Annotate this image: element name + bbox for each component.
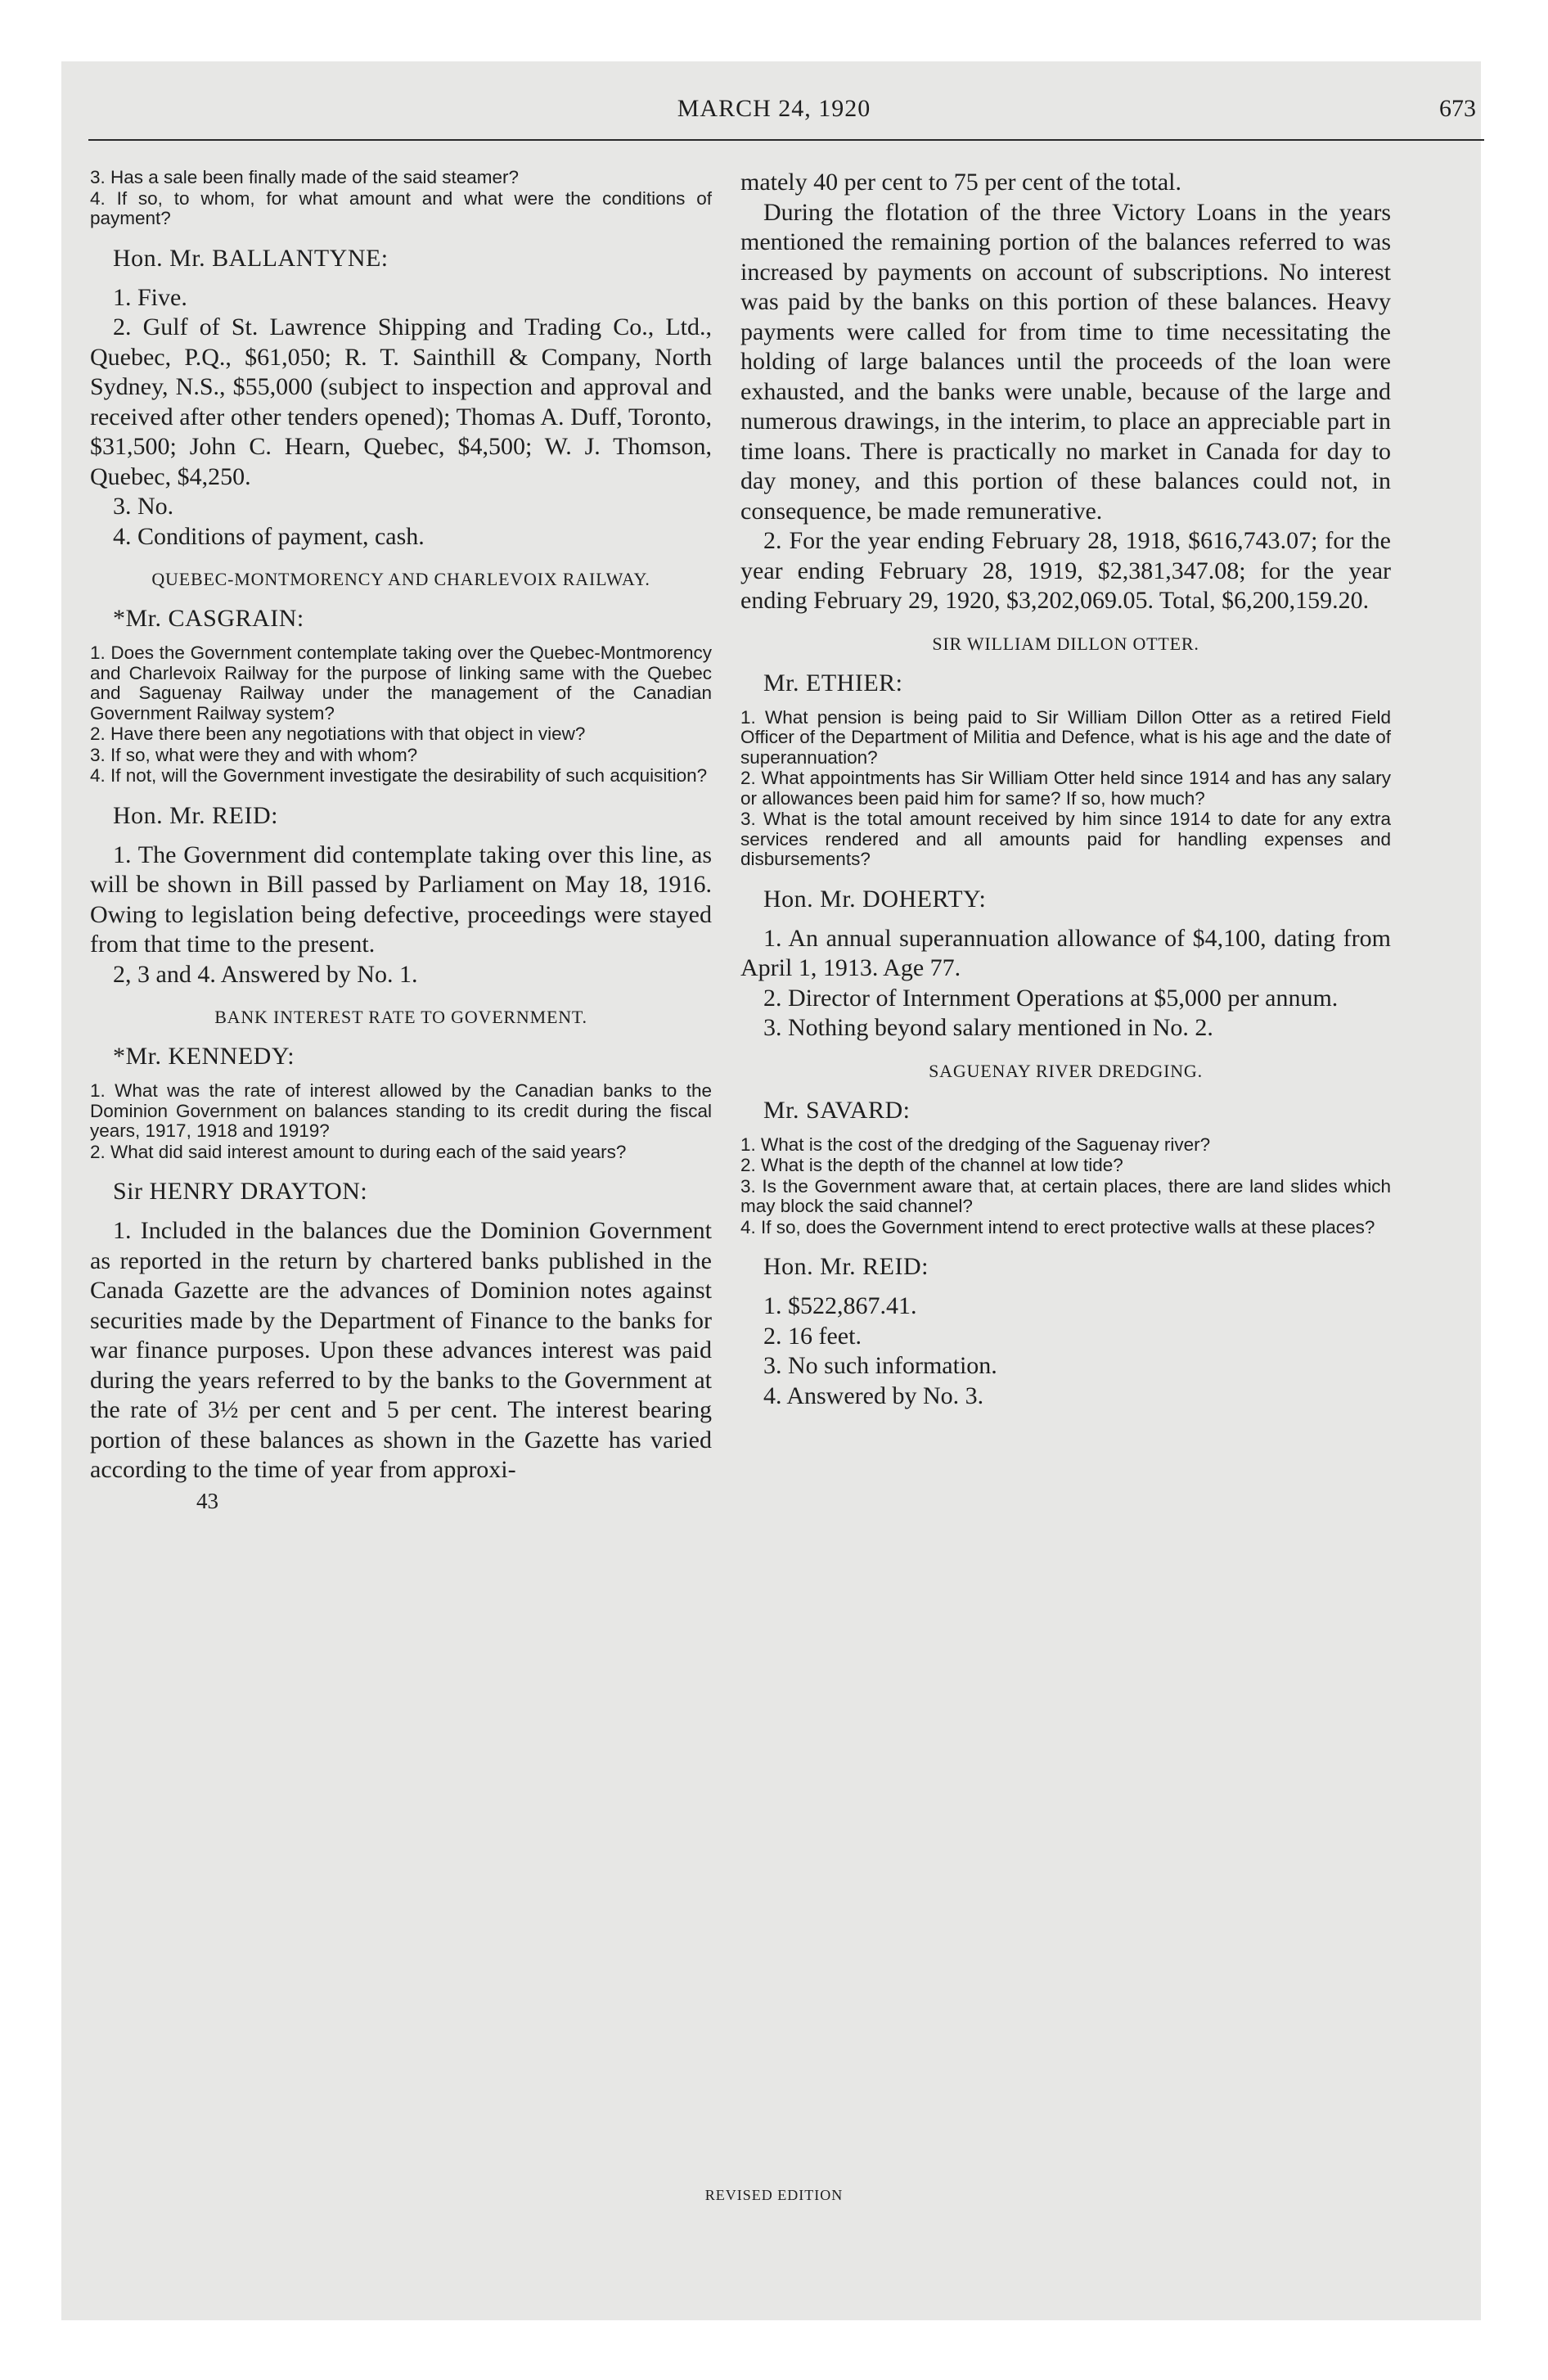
question-text: 4. If not, will the Government investigate the desirability of such acquisition? (90, 765, 708, 786)
speaker-name: Hon. Mr. REID: (763, 1253, 929, 1280)
answer-text: 4. Conditions of payment, cash. (113, 522, 425, 550)
section-heading: BANK INTEREST RATE TO GOVERNMENT. (214, 1007, 587, 1027)
page-header (0, 95, 1548, 139)
answer-text: 3. Nothing beyond salary mentioned in No. 2. (763, 1014, 1213, 1041)
question-text: 2. What is the depth of the channel at low tide? (740, 1155, 1123, 1175)
answer-text: 3. No such information. (763, 1352, 997, 1379)
speaker-name: *Mr. CASGRAIN: (113, 605, 304, 632)
question-text: 3. If so, what were they and with whom? (90, 744, 418, 765)
section-heading: SIR WILLIAM DILLON OTTER. (932, 633, 1199, 654)
answer-text: 2, 3 and 4. Answered by No. 1. (113, 960, 418, 988)
question-text: 1. What pension is being paid to Sir William Dillon Otter as a retired Field Officer of the Department of Militia and Defence, what is his age and the date of superannuation? (740, 706, 1391, 768)
answer-text: 2. 16 feet. (763, 1322, 862, 1350)
question-text: 4. If so, to whom, for what amount and what were the conditions of payment? (90, 187, 712, 228)
speaker-name: Mr. ETHIER: (763, 669, 903, 696)
section-heading: QUEBEC-MONTMORENCY AND CHARLEVOIX RAILWAY. (151, 569, 650, 589)
left-column (90, 168, 712, 1514)
question-text: 2. What appointments has Sir William Otter held since 1914 and has any salary or allowances been paid him for same? If so, how much? (740, 768, 1391, 809)
speaker-name: Hon. Mr. REID: (113, 801, 278, 829)
speaker-name: Hon. Mr. DOHERTY: (763, 885, 987, 913)
answer-text: 4. Answered by No. 3. (763, 1382, 984, 1409)
question-text: 1. What was the rate of interest allowed by the Canadian banks to the Dominion Government on balances standing to its credit during the fiscal years, 1917, 1918 and 1919? (90, 1080, 712, 1141)
answer-text: 1. The Government did contemplate taking over this line, as will be shown in Bill passed by Parliament on May 18, 1916. Owing to legislation being defective, proceedings were stayed from that time to the present. (90, 841, 712, 958)
answer-text: mately 40 per cent to 75 per cent of the total. (740, 169, 1181, 196)
question-text: 1. Does the Government contemplate taking over the Quebec-Montmorency and Charlevoix Railway for the purpose of linking same with the Quebec and Saguenay Railway under the management of the Canadian Government Railway system? (90, 642, 712, 723)
page-number: 673 (1439, 95, 1476, 122)
speaker-name: Hon. Mr. BALLANTYNE: (113, 244, 389, 272)
signature-mark: 43 (196, 1488, 218, 1513)
question-text: 3. Is the Government aware that, at certain places, there are land slides which may block the said channel? (740, 1175, 1391, 1216)
answer-text: During the flotation of the three Victory Loans in the years mentioned the remaining portion of the balances referred to was increased by payments on account of subscriptions. No interest was paid by the banks on this portion of these balances. Heavy payments were called for from time to time necessitating the holding of large balances until the proceeds of the loan were exhausted, and the banks were unable, because of the large and numerous drawings, in the interim, to place an appreciable part in time loans. There is practically no market in Canada for day to day money, and this portion of these balances could not, in consequence, be made remunerative. (740, 198, 1391, 525)
question-text: 3. Has a sale been finally made of the said steamer? (90, 167, 520, 187)
question-text: 2. Have there been any negotiations with that object in view? (90, 723, 586, 744)
header-rule (88, 139, 1484, 141)
answer-text: 1. Included in the balances due the Dominion Government as reported in the return by chartered banks published in the Canada Gazette are the advances of Dominion notes against securities made by the Department of Finance to the banks for war finance purposes. Upon these advances interest was paid during the years referred to by the banks to the Government at the rate of 3½ per cent and 5 per cent. The interest bearing portion of these balances as shown in the Gazette has varied according to the time of year from approxi- (90, 1217, 712, 1483)
question-text: 1. What is the cost of the dredging of the Saguenay river? (740, 1134, 1211, 1155)
answer-text: 2. Gulf of St. Lawrence Shipping and Trading Co., Ltd., Quebec, P.Q., $61,050; R. T. Sainthill & Company, North Sydney, N.S., $55,000 (subject to inspection and approval and received after other tenders opened); Thomas A. Duff, Toronto, $31,500; John C. Hearn, Quebec, $4,500; W. J. Thomson, Quebec, $4,250. (90, 313, 712, 490)
speaker-name: Mr. SAVARD: (763, 1096, 911, 1124)
question-text: 4. If so, does the Government intend to erect protective walls at these places? (740, 1216, 1375, 1237)
right-column (740, 168, 1391, 1411)
question-text: 2. What did said interest amount to during each of the said years? (90, 1141, 627, 1162)
answer-text: 1. Five. (113, 283, 187, 311)
answer-text: 3. No. (113, 493, 174, 520)
page-date: MARCH 24, 1920 (677, 95, 871, 122)
section-heading: SAGUENAY RIVER DREDGING. (929, 1060, 1203, 1081)
answer-text: 2. Director of Internment Operations at $5,000 per annum. (763, 984, 1339, 1012)
speaker-name: *Mr. KENNEDY: (113, 1043, 295, 1070)
edition-footer: REVISED EDITION (704, 2187, 844, 2203)
answer-text: 1. $522,867.41. (763, 1292, 917, 1319)
speaker-name: Sir HENRY DRAYTON: (113, 1178, 368, 1205)
answer-text: 1. An annual superannuation allowance of $4,100, dating from April 1, 1913. Age 77. (740, 924, 1391, 981)
question-text: 3. What is the total amount received by him since 1914 to date for any extra services rendered and all amounts paid for handling expenses and disbursements? (740, 809, 1391, 869)
answer-text: 2. For the year ending February 28, 1918, $616,743.07; for the year ending February 28, 1919, $2,381,347.08; for the year ending February 29, 1920, $3,202,069.05. Total, $6,200,159.20. (740, 527, 1391, 614)
